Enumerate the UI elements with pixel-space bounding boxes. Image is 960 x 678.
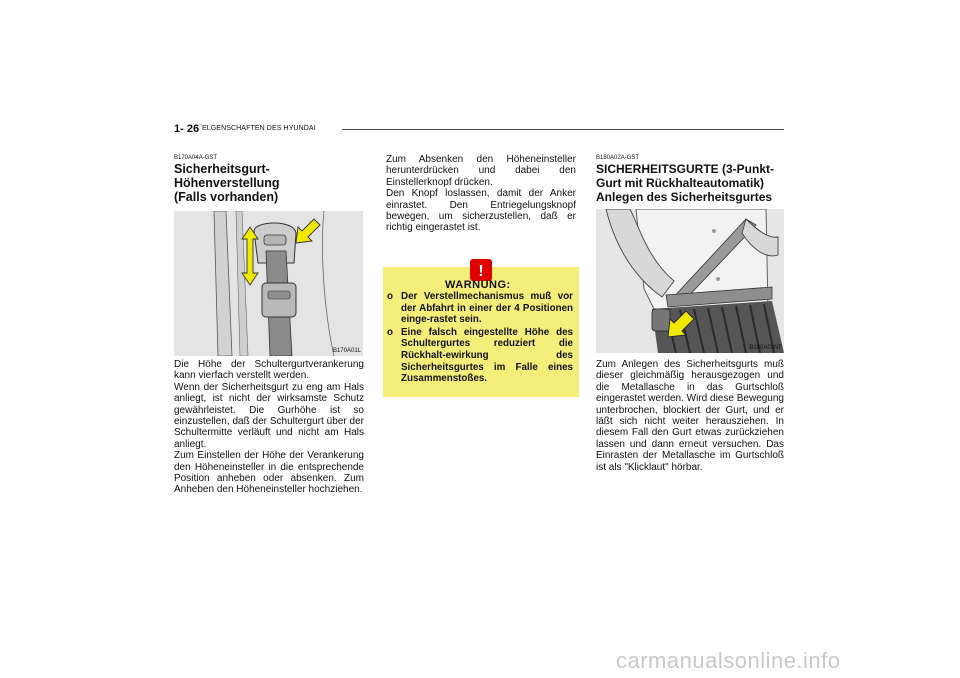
right-section-heading [596, 162, 786, 204]
right-column-heading-block [596, 154, 786, 204]
left-column-body [174, 359, 364, 496]
middle-column-body [386, 154, 576, 234]
fastening-seatbelt-drawing [596, 209, 784, 353]
left-paragraph: Die Höhe der Schultergurtverankerung kann vierfach verstellt werden. [174, 359, 364, 382]
right-heading-line: Anlegen des Sicherheitsgurtes [596, 190, 773, 204]
section-title: ELGENSCHAFTEN DES HYUNDAI [202, 125, 316, 132]
middle-paragraph: Zum Absenken den Höheneinsteller herunterdrücken und dabei den Einstellerknopf drücken. [386, 154, 576, 188]
left-column-heading-block [174, 154, 364, 204]
right-column-body [596, 359, 784, 473]
left-heading-line: (Falls vorhanden) [174, 190, 279, 204]
warning-bullet: o [387, 291, 393, 302]
left-section-heading [174, 162, 364, 204]
warning-title: WARNUNG: [445, 279, 511, 291]
seatbelt-height-adjuster-illustration [174, 211, 363, 356]
header-rule [342, 129, 784, 130]
warning-icon [468, 259, 494, 281]
right-section-code: B180A02A-GST [596, 155, 640, 161]
left-section-code: B170A04A-GST [174, 155, 218, 161]
seatbelt-height-adjuster-drawing [174, 211, 363, 356]
warning-box [383, 263, 579, 397]
page-header [174, 123, 784, 137]
left-heading-line: Höhenverstellung [174, 176, 280, 190]
page-number: 1- 26 [174, 123, 200, 135]
left-paragraph: Wenn der Sicherheitsgurt zu eng am Hals anliegt, ist nicht der wirksamste Schutz gewährleistet. Die Gurhöhe ist so einzustellen, daß der Schultergurt über der Schultermitte verläuft und nicht am Hals anliegt. [174, 381, 364, 450]
right-paragraph: Zum Anlegen des Sicherheitsgurts muß dieser gleichmäßig herausgezogen und die Metallasche in das Gurtschloß eingerastet werden. Wird diese Bewegung unterbrochen, blockiert der Gurt, und er läßt sich nicht weiter herausziehen. In diesem Fall den Gurt etwas zurückziehen lassen und dann erneut versuchen. Das Einrasten der Metallasche im Gurtschloß ist als "Klicklaut" hörbar. [596, 359, 784, 473]
right-heading-line: SICHERHEITSGURTE (3-Punkt- [596, 162, 775, 176]
left-figure-label: B170A01L [332, 348, 361, 354]
warning-item-text: Der Verstellmechanismus muß vor der Abfahrt in einer der 4 Positionen einge-rastet sein. [401, 291, 573, 326]
left-paragraph: Zum Einstellen der Höhe der Verankerung den Höheneinsteller in die entsprechende Position anheben oder absenken. Zum Anheben den Höheneinsteller hochziehen. [174, 450, 364, 496]
fastening-seatbelt-illustration [596, 209, 784, 353]
watermark-text: carmanualsonline.info [616, 648, 841, 673]
left-heading-line: Sicherheitsgurt- [174, 162, 270, 176]
right-figure-label: B180A01NF [749, 345, 782, 351]
right-heading-line: Gurt mit Rückhalteautomatik) [596, 176, 765, 190]
warning-bullet: o [387, 326, 393, 338]
warning-item-text: Eine falsch eingestellte Höhe des Schultergurtes reduziert die Rückhalt-ewirkung des Sicherheitsgurtes im Falle eines Zusammenstoßes. [401, 326, 573, 385]
warning-item [387, 291, 573, 326]
warning-item [387, 327, 573, 385]
middle-paragraph: Den Knopf loslassen, damit der Anker einrastet. Den Entriegelungsknopf bewegen, um sicherzustellen, daß er richtig eingerastet ist. [386, 188, 576, 234]
warning-icon-glyph: ! [478, 263, 484, 280]
warning-list [387, 291, 573, 386]
